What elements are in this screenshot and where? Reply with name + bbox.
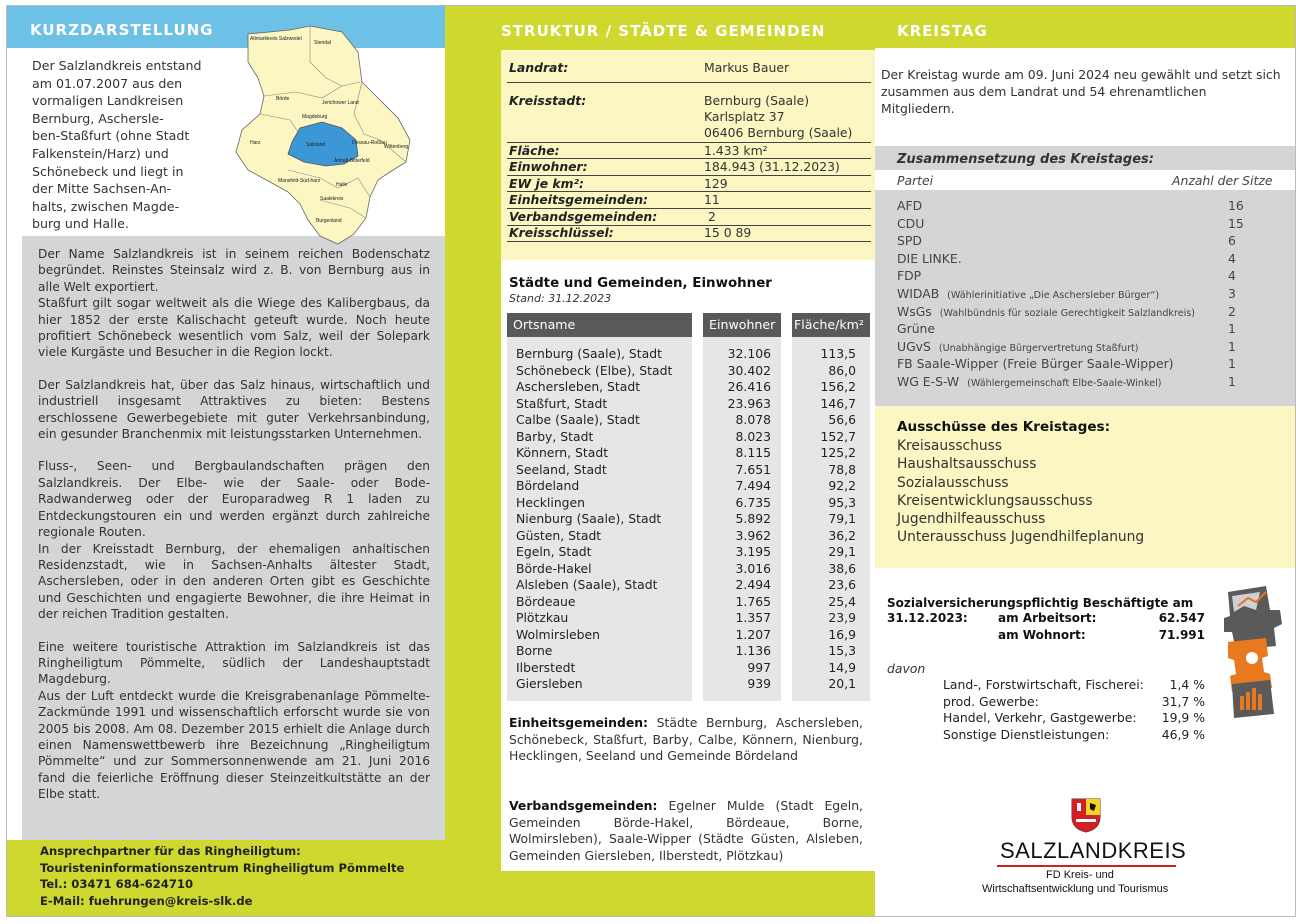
paragraph: Eine weitere touristische Attraktion im Salzlandkreis ist das Ringheiligtum Pömmelte, südlich der Landeshauptstadt Magdeburg. [38, 639, 430, 687]
verbands-value: Egelner Mulde (Stadt Egeln, Gemeinden Börde-Hakel, Bördeaue, Borne, Wolmirsleben), Saale-Wipper (Städte Güsten, Alsleben, Gemeinden Giersleben, Ilberstedt, Plötzkau) [509, 798, 863, 863]
paragraph: Der Name Salzlandkreis ist in seinem reichen Bodenschatz begründet. Reinstes Steinsalz wird z. B. von Bernburg aus in alle Welt exportiert. [38, 247, 430, 294]
flaeche-cell: 29,1 [828, 544, 856, 559]
svb-arbeitsort-label: am Arbeitsort: [998, 611, 1097, 625]
kurz-intro [32, 57, 222, 233]
einwohner-column [703, 346, 771, 693]
map-label: Wittenberg [384, 144, 409, 150]
party-seats: 4 [1228, 250, 1236, 266]
kreistag-intro: Der Kreistag wurde am 09. Juni 2024 neu gewählt und setzt sich zusammen aus dem Landrat und 54 ehrenamtlichen Mitgliedern. [881, 67, 1281, 116]
party-seats: 4 [1228, 268, 1236, 284]
intro-line: Bernburg, Aschersle- [32, 110, 164, 126]
flaeche-cell: 36,2 [828, 527, 856, 543]
map-label: Halle [336, 182, 348, 188]
brand-sub-1: FD Kreis- und [1046, 869, 1114, 881]
sector-percent: 1,4 % [1169, 677, 1205, 692]
col-header-einwohner: Einwohner [703, 313, 781, 337]
map-label: Salzland [306, 142, 326, 148]
party-row [897, 321, 935, 336]
flaeche-cell: 125,2 [820, 445, 856, 460]
intro-line: Der Salzlandkreis entstand [32, 58, 202, 73]
party-name: WsGs [897, 303, 932, 319]
brand-underline [997, 865, 1176, 867]
ortsname-cell: Nienburg (Saale), Stadt [516, 511, 662, 526]
divider [507, 82, 871, 83]
committees-list [897, 437, 1144, 547]
map-label: Börde [276, 96, 290, 102]
verband-value: 2 [708, 209, 716, 224]
party-row [897, 304, 1195, 319]
paragraph: In der Kreisstadt Bernburg, der ehemaligen anhaltischen Residenzstadt, wie in Sachsen-Anhalts ältester Stadt, Aschersleben, oder in den anderen Orten gibt es Geschichte und Geschichten und engagierte Bewohner, die ihre Heimat in der reichen Tradition gestalten. [38, 541, 430, 622]
flaeche-cell: 146,7 [820, 395, 856, 411]
committee-item: Jugendhilfeausschuss [897, 511, 1046, 528]
einwohner-cell: 3.016 [735, 560, 771, 576]
einwohner-cell: 5.892 [735, 511, 771, 526]
party-row [897, 251, 962, 266]
flaeche-cell: 15,3 [828, 643, 856, 658]
kreisstadt-value: Bernburg (Saale) [704, 93, 810, 108]
map-label: Harz [250, 140, 261, 146]
party-name: DIE LINKE. [897, 250, 962, 266]
party-row [897, 374, 1162, 389]
flaeche-cell: 92,2 [828, 478, 856, 493]
ortsname-cell: Ilberstedt [516, 659, 576, 675]
party-note: (Unabhängige Bürgervertretung Staßfurt) [938, 342, 1139, 354]
einwohner-cell: 23.963 [727, 395, 771, 411]
map-label: Altmarkkreis Salzwedel [250, 36, 302, 42]
col-seats: Anzahl der Sitze [1172, 173, 1273, 188]
einwohner-cell: 6.735 [735, 494, 771, 510]
sector-name: prod. Gewerbe: [943, 693, 1039, 709]
ortsname-cell: Wolmirsleben [516, 626, 601, 642]
ortsname-column [516, 346, 688, 693]
ortsname-cell: Aschersleben, Stadt [516, 379, 641, 394]
einwohner-cell: 1.207 [735, 626, 771, 642]
einwohner-cell: 1.765 [735, 593, 771, 609]
svb-date: 31.12.2023: [887, 611, 968, 625]
party-row [897, 268, 921, 283]
davon-label: davon [887, 661, 926, 676]
ortsname-cell: Hecklingen [516, 494, 586, 510]
ortsname-cell: Borne [516, 643, 553, 658]
map-label: Anhalt-Bitterfeld [334, 158, 370, 164]
party-seats: 2 [1228, 303, 1236, 319]
committee-item: Haushaltsausschuss [897, 456, 1037, 473]
ortsname-cell: Seeland, Stadt [516, 461, 607, 477]
party-seats: 1 [1228, 356, 1236, 372]
einwohner-cell: 30.402 [727, 362, 771, 378]
party-name: FB Saale-Wipper (Freie Bürger Saale-Wipper) [897, 356, 1174, 372]
verband-label: Verbandsgemeinden: [509, 209, 658, 224]
divider [507, 241, 871, 242]
einwohner-value: 184.943 (31.12.2023) [704, 159, 840, 174]
ortsname-cell: Barby, Stadt [516, 428, 594, 444]
party-row [897, 216, 924, 231]
party-seats: 16 [1228, 198, 1244, 213]
svb-wohnort-label: am Wohnort: [998, 628, 1086, 642]
ortsname-cell: Bernburg (Saale), Stadt [516, 346, 662, 361]
einheitsgemeinden-text [509, 715, 863, 765]
contact-block [40, 843, 404, 909]
ortsname-cell: Egeln, Stadt [516, 544, 592, 559]
svb-wohnort-value: 71.991 [1158, 628, 1205, 642]
ortsname-cell: Bördeaue [516, 593, 576, 609]
map-label: Saalekreis [320, 196, 344, 202]
contact-phone[interactable]: Tel.: 03471 684-624710 [40, 877, 194, 891]
verbandsgemeinden-text [509, 798, 863, 864]
intro-line: Schönebeck und liegt in [32, 163, 184, 179]
brand-name: SALZLANDKREIS [1000, 838, 1187, 863]
einwohner-cell: 8.078 [735, 412, 771, 427]
brand-sub-2: Wirtschaftsentwicklung und Tourismus [982, 883, 1169, 895]
party-note: (Wahlbündnis für soziale Gerechtigkeit Salzlandkreis) [939, 307, 1196, 319]
svb-arbeitsort-value: 62.547 [1158, 611, 1205, 625]
flaeche-value: 1.433 km² [704, 143, 768, 158]
flaeche-cell: 20,1 [828, 676, 856, 691]
flaeche-cell: 152,7 [820, 428, 856, 444]
flaeche-cell: 86,0 [828, 362, 856, 378]
col-header-flaeche: Fläche/km² [792, 313, 870, 337]
committee-item: Kreisentwicklungsausschuss [897, 492, 1093, 509]
contact-email[interactable]: E-Mail: fuehrungen@kreis-slk.de [40, 893, 253, 908]
intro-line: Falkenstein/Harz) und [32, 145, 169, 161]
intro-line: der Mitte Sachsen-An- [32, 181, 172, 197]
kreisstadt-city: 06406 Bernburg (Saale) [704, 125, 853, 140]
flaeche-cell: 38,6 [828, 560, 856, 576]
ew-value: 129 [704, 176, 728, 191]
struktur-header: STRUKTUR / STÄDTE & GEMEINDEN [501, 22, 826, 40]
map-label: Magdeburg [302, 114, 328, 120]
committees-title: Ausschüsse des Kreistages: [897, 419, 1111, 435]
committee-item: Unterausschuss Jugendhilfeplanung [897, 529, 1145, 546]
party-seats: 1 [1228, 374, 1236, 389]
sector-name: Handel, Verkehr, Gastgewerbe: [943, 710, 1137, 725]
sector-percent: 19,9 % [1161, 710, 1205, 725]
einwohner-cell: 939 [747, 676, 771, 691]
ortsname-cell: Bördeland [516, 478, 580, 493]
einwohner-cell: 32.106 [727, 346, 771, 361]
intro-line: ben-Staßfurt (ohne Stadt [32, 128, 190, 144]
paragraph: Fluss-, Seen- und Bergbaulandschaften prägen den Salzlandkreis. Der Elbe- wie der Saale- oder Bode-Radwanderweg oder der Europaradweg R 1 laden zu Entdeckungstouren ein und werden ergänzt durch zahlreiche regionale Routen. [38, 459, 430, 540]
paragraph: Aus der Luft entdeckt wurde die Kreisgrabenanlage Pömmelte-Zackmünde 1991 und wissenschaftlich erforscht wurde sie von 2005 bis 2008. Am 08. Dezember 2015 erhielt die Anlage durch einen Namenswettbewerb ihre Bezeichnung „Ringheiligtum Pömmelte“ und zur Sommersonnenwende am 21. Juni 2016 fand die feierliche Eröffnung dieser Steinzeitkultstätte an der Elbe statt. [38, 688, 430, 802]
flaeche-cell: 156,2 [820, 379, 856, 394]
party-name: CDU [897, 215, 925, 231]
einwohner-cell: 8.115 [735, 445, 771, 460]
sector-name: Land-, Forstwirtschaft, Fischerei: [943, 677, 1144, 692]
party-row [897, 356, 1174, 371]
svb-block [887, 595, 1193, 612]
party-seats: 6 [1228, 233, 1236, 249]
party-row [897, 339, 1139, 354]
flaeche-column [792, 346, 856, 693]
table-subtitle: Stand: 31.12.2023 [509, 292, 612, 305]
composition-title: Zusammensetzung des Kreistages: [897, 152, 1154, 167]
puzzle-chart-graphic [1222, 580, 1288, 720]
col-header-ortsname: Ortsname [507, 313, 692, 337]
committee-item: Kreisausschuss [897, 438, 1002, 454]
schluessel-value: 15 0 89 [704, 225, 752, 240]
flaeche-cell: 25,4 [828, 593, 856, 609]
intro-line: am 01.07.2007 aus den [32, 75, 183, 91]
einwohner-cell: 3.195 [735, 544, 771, 559]
paragraph: Staßfurt gilt sogar weltweit als die Wiege des Kalibergbaus, da hier 1852 der erste Kalischacht geteuft wurde. Noch heute profitiert Schönebeck wesentlich vom Salz, weil der Solepark viele Kurgäste und Besucher in die Region lockt. [38, 296, 430, 360]
flaeche-label: Fläche: [509, 143, 560, 158]
flaeche-cell: 113,5 [820, 346, 856, 361]
ortsname-cell: Könnern, Stadt [516, 445, 609, 460]
party-name: SPD [897, 233, 922, 249]
party-name: UGvS [897, 338, 931, 354]
party-seats: 1 [1228, 321, 1236, 337]
sachsen-anhalt-map [230, 22, 445, 250]
einwohner-cell: 1.357 [735, 610, 771, 625]
svb-title: Sozialversicherungspflichtig Beschäftigte am [887, 596, 1194, 610]
ortsname-cell: Plötzkau [516, 610, 569, 625]
flaeche-cell: 78,8 [828, 461, 856, 477]
map-label: Stendal [314, 40, 331, 46]
map-label: Mansfeld-Süd-harz [278, 178, 321, 184]
map-label: Dessau-Roßlau [352, 140, 387, 146]
flaeche-cell: 23,9 [828, 610, 856, 625]
party-seats: 15 [1228, 215, 1244, 231]
flaeche-cell: 95,3 [828, 494, 856, 510]
map-label: Jerichower Land [322, 100, 359, 106]
sector-percent: 46,9 % [1161, 726, 1205, 742]
einwohner-cell: 8.023 [735, 428, 771, 444]
ortsname-cell: Calbe (Saale), Stadt [516, 412, 640, 427]
party-row [897, 286, 1159, 301]
paragraph: Der Salzlandkreis hat, über das Salz hinaus, wirtschaftlich und industriell insgesamt Attraktives zu bieten: Bestens erschlossene Gewerbegebiete mit guter Verkehrsanbindung, ein gesunder Branchenmix mit leistungsstarken Unternehmen. [38, 377, 430, 442]
flaeche-cell: 14,9 [828, 659, 856, 675]
ortsname-cell: Alsleben (Saale), Stadt [516, 577, 658, 592]
party-name: WG E-S-W [897, 374, 960, 389]
coat-of-arms-icon [1070, 797, 1102, 833]
map-label: Burgenland [316, 218, 342, 224]
party-row [897, 198, 922, 213]
party-name: WIDAB [897, 286, 940, 301]
verbands-label: Verbandsgemeinden: [509, 798, 658, 813]
einheits-value: Städte Bernburg, Aschersleben, Schönebeck, Staßfurt, Barby, Calbe, Könnern, Nienburg, Hecklingen, Seeland und Gemeinde Bördeland [509, 715, 863, 764]
party-seats: 3 [1228, 286, 1236, 301]
einwohner-cell: 26.416 [727, 379, 771, 394]
einheit-label: Einheitsgemeinden: [509, 192, 649, 207]
sector-percent: 31,7 % [1161, 693, 1205, 709]
committee-item: Sozialausschuss [897, 474, 1009, 491]
ew-label: EW je km²: [509, 176, 584, 191]
divider [507, 142, 871, 143]
ortsname-cell: Staßfurt, Stadt [516, 395, 608, 411]
ortsname-cell: Börde-Hakel [516, 560, 592, 576]
ortsname-cell: Giersleben [516, 676, 583, 691]
kreisstadt-label: Kreisstadt: [509, 93, 587, 108]
party-name: Grüne [897, 321, 936, 337]
landrat-label: Landrat: [509, 60, 569, 75]
table-title: Städte und Gemeinden, Einwohner [509, 276, 772, 291]
schluessel-label: Kreisschlüssel: [509, 225, 614, 240]
kreisstadt-street: Karlsplatz 37 [704, 109, 785, 124]
intro-line: halts, zwischen Magde- [32, 198, 180, 214]
party-note: (Wählerinitiative „Die Aschersleber Bürger“) [947, 290, 1160, 301]
flaeche-cell: 79,1 [828, 511, 856, 526]
party-note: (Wählergemeinschaft Elbe-Saale-Winkel) [967, 378, 1162, 389]
kurz-body [38, 246, 430, 819]
sector-name: Sonstige Dienstleistungen: [943, 726, 1110, 742]
einwohner-cell: 997 [747, 659, 771, 675]
col-party: Partei [897, 173, 934, 188]
kreistag-header: KREISTAG [897, 22, 988, 40]
intro-line: vormaligen Landkreisen [32, 93, 184, 109]
flaeche-cell: 23,6 [828, 577, 856, 592]
flaeche-cell: 56,6 [828, 412, 856, 427]
flaeche-cell: 16,9 [828, 626, 856, 642]
einheit-value: 11 [704, 192, 720, 207]
einwohner-cell: 7.494 [735, 478, 771, 493]
contact-org: Touristeninformationszentrum Ringheiligtum Pömmelte [40, 860, 405, 875]
einwohner-label: Einwohner: [509, 159, 588, 174]
landrat-value: Markus Bauer [704, 60, 790, 75]
intro-line: burg und Halle. [32, 216, 129, 232]
party-name: FDP [897, 268, 922, 284]
einwohner-cell: 2.494 [735, 577, 771, 592]
contact-title: Ansprechpartner für das Ringheiligtum: [40, 844, 301, 858]
party-seats: 1 [1228, 338, 1236, 354]
einwohner-cell: 3.962 [735, 527, 771, 543]
ortsname-cell: Güsten, Stadt [516, 527, 602, 543]
kurz-header: KURZDARSTELLUNG [30, 21, 214, 39]
party-row [897, 233, 922, 248]
einheits-label: Einheitsgemeinden: [509, 715, 649, 730]
ortsname-cell: Schönebeck (Elbe), Stadt [516, 362, 673, 378]
einwohner-cell: 1.136 [735, 643, 771, 658]
einwohner-cell: 7.651 [735, 461, 771, 477]
party-name: AFD [897, 198, 923, 213]
